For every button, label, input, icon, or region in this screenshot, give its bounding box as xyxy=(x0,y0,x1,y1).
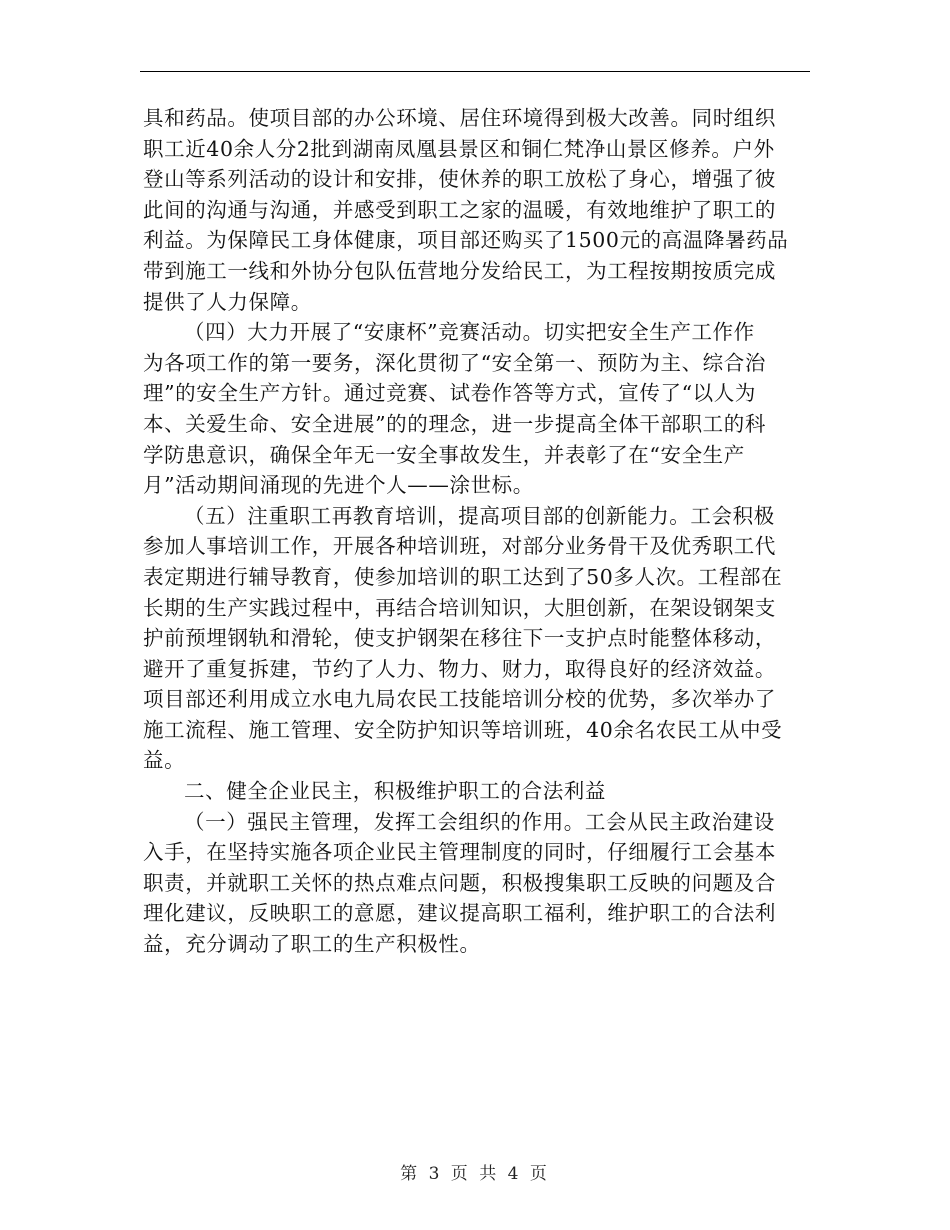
text-line: 提供了人力保障。 xyxy=(143,289,312,314)
text-line: 职责，并就职工关怀的热点难点问题，积极搜集职工反映的问题及合 xyxy=(143,870,776,895)
text-line: 理化建议，反映职工的意愿，建议提高职工福利，维护职工的合法利 xyxy=(143,901,776,926)
text-line: 长期的生产实践过程中，再结合培训知识，大胆创新，在架设钢架支 xyxy=(143,595,776,620)
text-line: 参加人事培训工作，开展各种培训班，对部分业务骨干及优秀职工代 xyxy=(143,534,776,559)
text-line: 二、健全企业民主，积极维护职工的合法利益 xyxy=(184,779,606,804)
text-line: 表定期进行辅导教育，使参加培训的职工达到了50多人次。工程部在 xyxy=(143,564,783,589)
text-line: 学防患意识，确保全年无一安全事故发生，并表彰了在“安全生产 xyxy=(143,442,745,467)
text-line: 月”活动期间涌现的先进个人——涂世标。 xyxy=(143,473,534,498)
text-line: 护前预埋钢轨和滑轮，使支护钢架在移往下一支护点时能整体移动， xyxy=(143,626,776,651)
text-line: 带到施工一线和外协分包队伍营地分发给民工，为工程按期按质完成 xyxy=(143,258,776,283)
text-line: 避开了重复拆建，节约了人力、物力、财力，取得良好的经济效益。 xyxy=(143,656,776,681)
text-line: 利益。为保障民工身体健康，项目部还购买了1500元的高温降暑药品 xyxy=(143,228,789,253)
page-footer: 第 3 页 共 4 页 xyxy=(400,1164,550,1184)
text-line: 职工近40余人分2批到湖南凤凰县景区和铜仁梵净山景区修养。户外 xyxy=(143,136,775,161)
text-line: 本、关爱生命、安全进展”的的理念，进一步提高全体干部职工的科 xyxy=(143,411,766,436)
text-line: 为各项工作的第一要务，深化贯彻了“安全第一、预防为主、综合治 xyxy=(143,350,766,375)
text-line: 理”的安全生产方针。通过竞赛、试卷作答等方式，宣传了“以人为 xyxy=(143,381,756,406)
body-text xyxy=(143,103,807,960)
text-line: 登山等系列活动的设计和安排，使休养的职工放松了身心，增强了彼 xyxy=(143,167,776,192)
text-line: （四）大力开展了“安康杯”竞赛活动。切实把安全生产工作作 xyxy=(184,320,755,345)
text-line: 具和药品。使项目部的办公环境、居住环境得到极大改善。同时组织 xyxy=(143,106,776,130)
text-line: （一）强民主管理，发挥工会组织的作用。工会从民主政治建设 xyxy=(184,809,775,834)
text-line: 益，充分调动了职工的生产积极性。 xyxy=(143,932,481,957)
text-line: 项目部还利用成立水电九局农民工技能培训分校的优势，多次举办了 xyxy=(143,687,776,712)
header-rule xyxy=(140,71,810,72)
text-line: 入手，在坚持实施各项企业民主管理制度的同时，仔细履行工会基本 xyxy=(143,840,776,865)
text-line: （五）注重职工再教育培训，提高项目部的创新能力。工会积极 xyxy=(184,503,775,528)
text-line: 此间的沟通与沟通，并感受到职工之家的温暖，有效地维护了职工的 xyxy=(143,197,776,222)
text-line: 益。 xyxy=(143,748,186,773)
text-line: 施工流程、施工管理、安全防护知识等培训班，40余名农民工从中受 xyxy=(143,717,783,742)
